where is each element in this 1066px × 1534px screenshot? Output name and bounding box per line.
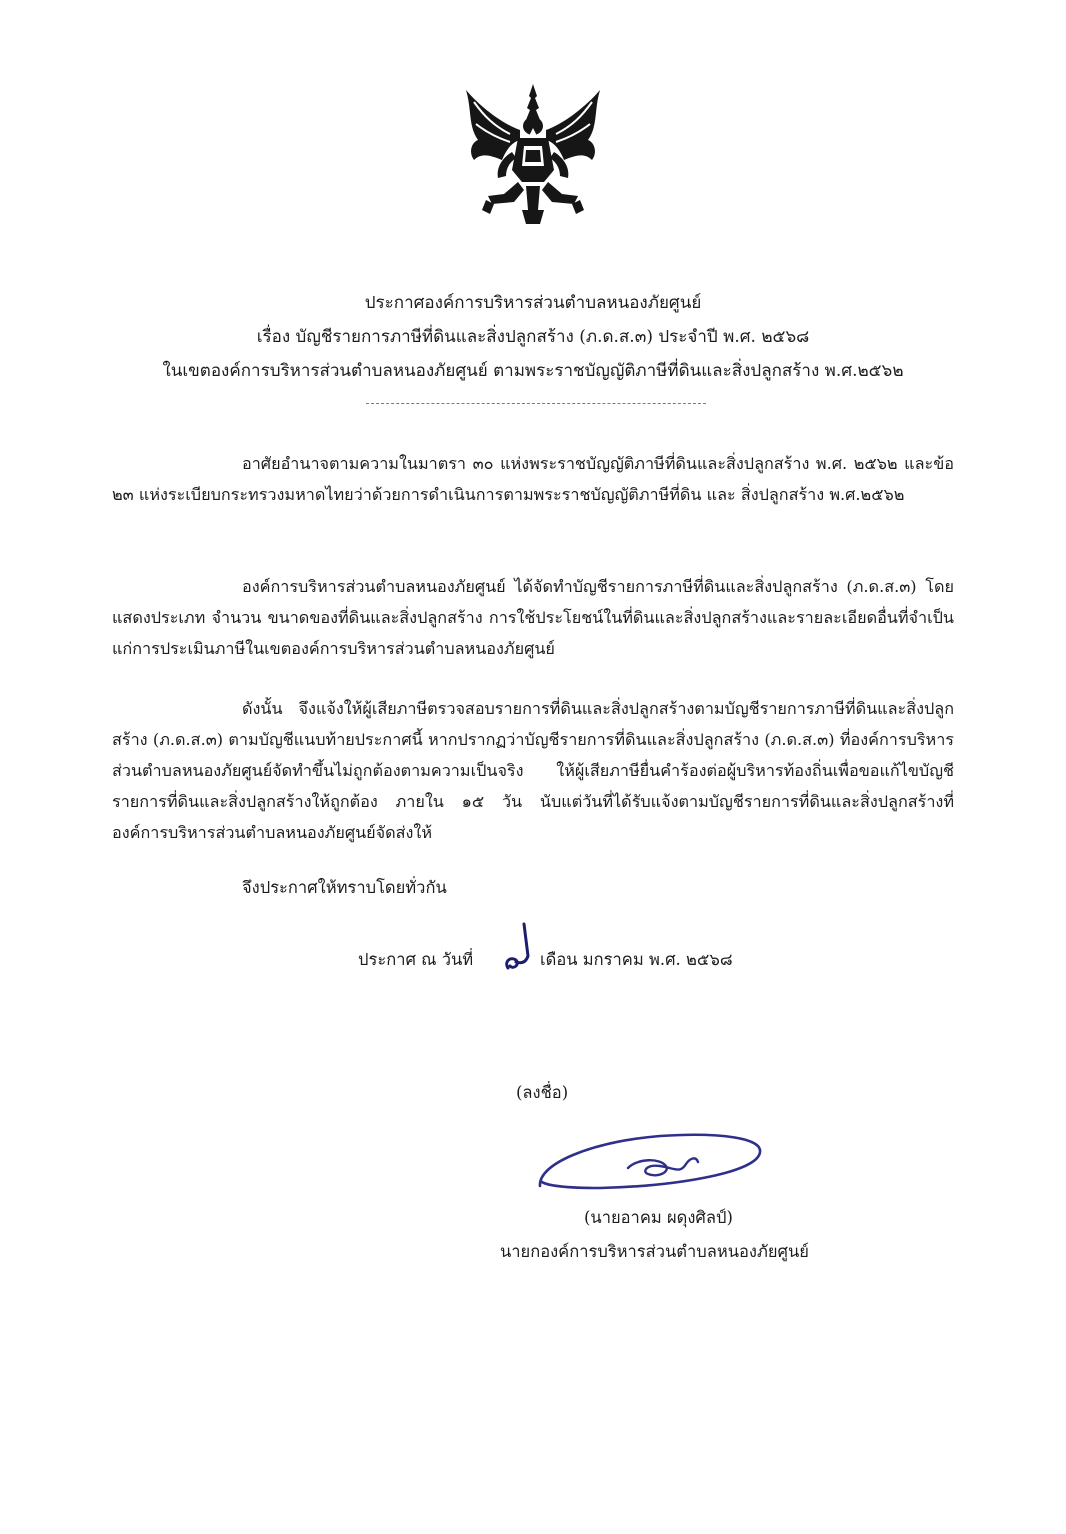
announcement-title: ประกาศองค์การบริหารส่วนตำบลหนองภัยศูนย์ <box>364 293 702 313</box>
title-divider <box>366 403 706 404</box>
handwritten-day <box>500 922 544 980</box>
signer-name: (นายอาคม ผดุงศิลป์) <box>584 1208 733 1227</box>
announcement-subject: เรื่อง บัญชีรายการภาษีที่ดินและสิ่งปลูกสร้าง (ภ.ด.ส.๓) ประจำปี พ.ศ. ๒๕๖๘ <box>256 327 810 347</box>
closing-statement: จึงประกาศให้ทราบโดยทั่วกัน <box>242 878 447 897</box>
announcement-scope: ในเขตองค์การบริหารส่วนตำบลหนองภัยศูนย์ ตามพระราชบัญญัติภาษีที่ดินและสิ่งปลูกสร้าง พ.ศ.๒๕๖๒ <box>162 361 904 381</box>
body-paragraph-registry: องค์การบริหารส่วนตำบลหนองภัยศูนย์ ได้จัดทำบัญชีรายการภาษีที่ดินและสิ่งปลูกสร้าง (ภ.ด.ส.๓) โดยแสดงประเภท จำนวน ขนาดของที่ดินและสิ่งปลูกสร้าง การใช้ประโยชน์ในที่ดินและสิ่งปลูกสร้างและรายละเอียดอื่นที่จำเป็นแก่การประเมินภาษีในเขตองค์การบริหารส่วนตำบลหนองภัยศูนย์ <box>112 577 954 658</box>
signer-title: นายกองค์การบริหารส่วนตำบลหนองภัยศูนย์ <box>500 1242 809 1261</box>
date-prefix: ประกาศ ณ วันที่ <box>358 950 474 969</box>
signed-label: (ลงชื่อ) <box>516 1083 569 1102</box>
body-paragraph-instructions: ดังนั้น จึงแจ้งให้ผู้เสียภาษีตรวจสอบรายการที่ดินและสิ่งปลูกสร้างตามบัญชีรายการภาษีที่ดินและสิ่งปลูกสร้าง (ภ.ด.ส.๓) ตามบัญชีแนบท้ายประกาศนี้ หากปรากฏว่าบัญชีรายการที่ดินและสิ่งปลูกสร้าง (ภ.ด.ส.๓) ที่องค์การบริหารส่วนตำบลหนองภัยศูนย์จัดทำขึ้นไม่ถูกต้องตามความเป็นจริง ให้ผู้เสียภาษียื่นคำร้องต่อผู้บริหารท้องถิ่นเพื่อขอแก้ไขบัญชีรายการที่ดินและสิ่งปลูกสร้างให้ถูกต้อง ภายใน ๑๕ วัน นับแต่วันที่ได้รับแจ้งตามบัญชีรายการที่ดินและสิ่งปลูกสร้างที่องค์การบริหารส่วนตำบลหนองภัยศูนย์จัดส่งให้ <box>112 699 954 842</box>
garuda-emblem-icon <box>458 82 608 227</box>
body-paragraph-authority: อาศัยอำนาจตามความในมาตรา ๓๐ แห่งพระราชบัญญัติภาษีที่ดินและสิ่งปลูกสร้าง พ.ศ. ๒๕๖๒ และข้อ ๒๓ แห่งระเบียบกระทรวงมหาดไทยว่าด้วยการดำเนินการตามพระราชบัญญัติภาษีที่ดิน และ สิ่งปลูกสร้าง พ.ศ.๒๕๖๒ <box>112 454 954 504</box>
handwritten-signature <box>530 1124 770 1204</box>
date-month-year: เดือน มกราคม พ.ศ. ๒๕๖๘ <box>540 950 733 969</box>
